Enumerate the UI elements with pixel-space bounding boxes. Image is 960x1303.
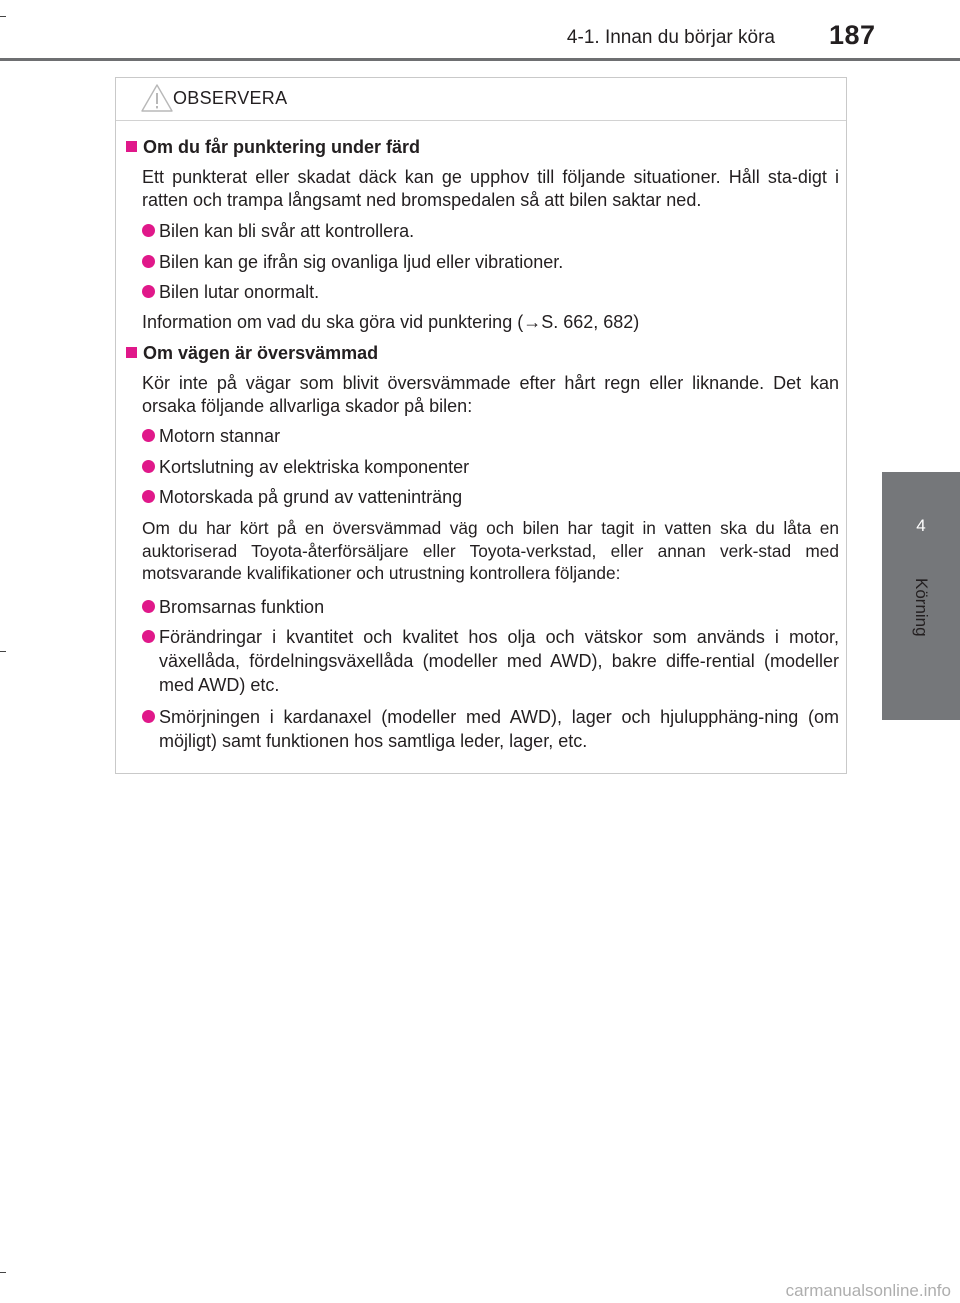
square-bullet-icon xyxy=(126,347,137,358)
caution-title: OBSERVERA xyxy=(173,88,288,108)
bullet-dot-icon xyxy=(142,490,155,503)
list-item: Bromsarnas funktion xyxy=(142,595,839,619)
warning-triangle-icon xyxy=(140,82,174,114)
list-item: Bilen lutar onormalt. xyxy=(142,280,839,304)
chapter-number: 4 xyxy=(916,516,926,535)
list-item: Smörjningen i kardanaxel (modeller med AWD), lager och hjulupphäng-ning (om möjligt) samt funktionen hos samtliga leder, lager, etc. xyxy=(142,705,839,753)
bullet-dot-icon xyxy=(142,460,155,473)
bullet-dot-icon xyxy=(142,429,155,442)
section-heading: Om du får punktering under färd xyxy=(126,136,420,158)
list-item: Förändringar i kvantitet och kvalitet hos olja och vätskor som används i motor, växellåda, fördelningsväxellåda (modeller med AWD), bakre diffe-rential (modeller med AWD) etc. xyxy=(142,625,839,697)
crop-mark xyxy=(0,1272,6,1273)
bullet-dot-icon xyxy=(142,630,155,643)
header-rule xyxy=(0,58,960,61)
bullet-dot-icon xyxy=(142,285,155,298)
crop-mark xyxy=(0,651,6,652)
section-heading: Om vägen är översvämmad xyxy=(126,342,378,364)
crop-mark xyxy=(0,16,6,17)
square-bullet-icon xyxy=(126,141,137,152)
bullet-dot-icon xyxy=(142,255,155,268)
chapter-tab[interactable] xyxy=(882,472,960,720)
paragraph: Kör inte på vägar som blivit översvämmade efter hårt regn eller liknande. Det kan orsaka följande allvarliga skador på bilen: xyxy=(142,373,839,416)
caution-box xyxy=(115,77,847,774)
watermark: carmanualsonline.info xyxy=(785,1281,951,1300)
list-item: Bilen kan bli svår att kontrollera. xyxy=(142,219,839,243)
list-item: Kortslutning av elektriska komponenter xyxy=(142,455,839,479)
chapter-label: Körning xyxy=(912,578,931,637)
paragraph: Om du har kört på en översvämmad väg och bilen har tagit in vatten ska du låta en auktoriserad Toyota-återförsäljare eller Toyota-verkstad, eller annan verk-stad med motsvarande kvalifikationer och utrustning kontrollera följande: xyxy=(142,518,839,583)
bullet-dot-icon xyxy=(142,224,155,237)
bullet-dot-icon xyxy=(142,710,155,723)
page-number: 187 xyxy=(829,20,876,50)
bullet-dot-icon xyxy=(142,600,155,613)
list-item: Motorn stannar xyxy=(142,424,839,448)
section-title: 4-1. Innan du börjar köra xyxy=(566,27,775,48)
paragraph: Ett punkterat eller skadat däck kan ge upphov till följande situationer. Håll sta-digt i ratten och trampa långsamt ned bromspedalen så att bilen saktar ned. xyxy=(142,167,839,210)
list-item: Bilen kan ge ifrån sig ovanliga ljud eller vibrationer. xyxy=(142,250,839,274)
list-item: Motorskada på grund av vatteninträng xyxy=(142,485,839,509)
reference-link-text[interactable]: Information om vad du ska göra vid punktering (→S. 662, 682) xyxy=(142,312,640,332)
caution-header xyxy=(116,78,846,121)
